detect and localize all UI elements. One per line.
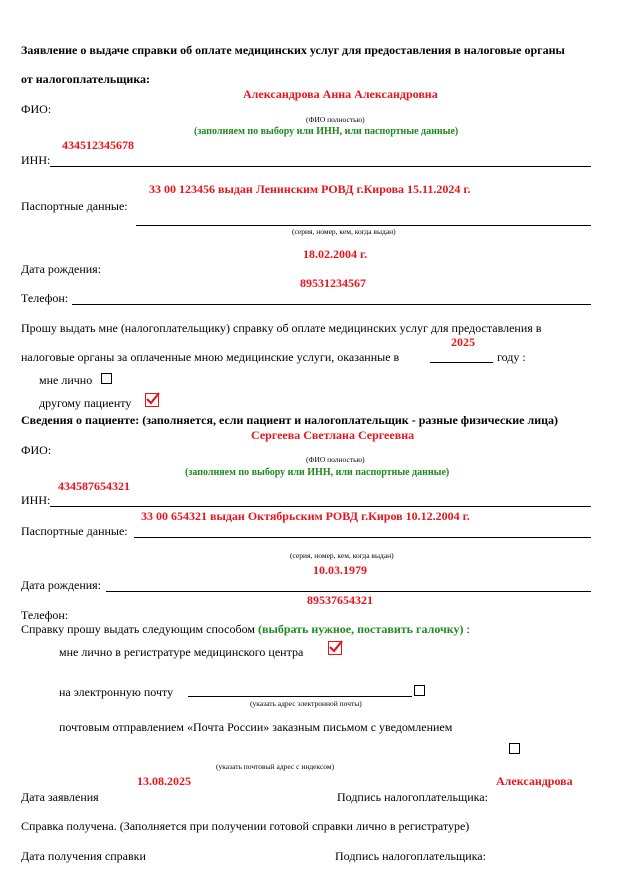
- patient-passport-hint: (серия, номер, кем, когда выдан): [290, 551, 394, 560]
- patient-birth-value[interactable]: 10.03.1979: [313, 563, 367, 577]
- taxpayer-phone-value[interactable]: 89531234567: [300, 276, 366, 290]
- patient-passport-label: Паспортные данные:: [21, 524, 128, 538]
- form-title: Заявление о выдаче справки об оплате медицинских услуг для предоставления в налоговые органы: [21, 43, 565, 57]
- patient-fio-hint: (ФИО полностью): [306, 455, 365, 464]
- delivery-registry-checkbox[interactable]: [328, 641, 342, 655]
- signature-label: Подпись налогоплательщика:: [337, 790, 488, 804]
- patient-fio-value[interactable]: Сергеева Светлана Сергеевна: [251, 428, 415, 442]
- taxpayer-fio-value[interactable]: Александрова Анна Александровна: [243, 87, 438, 101]
- patient-phone-value[interactable]: 89537654321: [307, 593, 373, 607]
- taxpayer-phone-label: Телефон:: [21, 291, 69, 305]
- taxpayer-passport-line: [136, 225, 591, 226]
- delivery-intro-colon: :: [463, 622, 470, 636]
- delivery-intro-text: Справку прошу выдать следующим способом: [21, 622, 258, 636]
- delivery-post-checkbox[interactable]: [509, 743, 520, 754]
- taxpayer-fio-hint: (ФИО полностью): [306, 115, 365, 124]
- patient-phone-label: Телефон:: [21, 608, 69, 622]
- delivery-post-label: почтовым отправлением «Почта России» заказным письмом с уведомлением: [59, 720, 453, 734]
- delivery-email-hint: (указать адрес электронной почты): [250, 699, 362, 708]
- delivery-intro-hint: (выбрать нужное, поставить галочку): [257, 622, 464, 636]
- received-note: Справка получена. (Заполняется при получении готовой справки лично в регистратуре): [21, 819, 470, 833]
- patient-choose-hint: (заполняем по выбору или ИНН, или паспортные данные): [185, 467, 450, 478]
- option-other-label: другому пациенту: [39, 396, 132, 410]
- request-line-2a: налоговые органы за оплаченные мною медицинские услуги, оказанные в: [21, 350, 400, 364]
- application-date-label: Дата заявления: [21, 790, 99, 804]
- option-self-checkbox[interactable]: [101, 373, 112, 384]
- receipt-date-label: Дата получения справки: [21, 849, 146, 863]
- delivery-email-checkbox[interactable]: [414, 685, 425, 696]
- delivery-intro: [21, 623, 470, 635]
- receipt-signature-label: Подпись налогоплательщика:: [335, 849, 486, 863]
- taxpayer-birth-value[interactable]: 18.02.2004 г.: [303, 247, 368, 261]
- delivery-email-line[interactable]: [188, 696, 412, 697]
- patient-birth-line: [106, 591, 591, 592]
- taxpayer-inn-value[interactable]: 434512345678: [62, 138, 134, 152]
- option-other-checkbox[interactable]: [145, 393, 159, 407]
- request-line-2b: году :: [497, 350, 526, 364]
- delivery-post-hint: (указать почтовый адрес с индексом): [216, 762, 335, 771]
- request-year-value[interactable]: 2025: [451, 335, 475, 349]
- request-line-1: Прошу выдать мне (налогоплательщику) справку об оплате медицинских услуг для предоставления в: [21, 321, 542, 335]
- taxpayer-fio-label: ФИО:: [21, 102, 52, 116]
- taxpayer-birth-label: Дата рождения:: [21, 262, 102, 276]
- request-year-line: [430, 362, 493, 363]
- patient-section-title: Сведения о пациенте: (заполняется, если пациент и налогоплательщик - разные физические лица): [21, 413, 559, 427]
- patient-inn-value[interactable]: 434587654321: [58, 479, 130, 493]
- taxpayer-inn-line: [50, 166, 591, 167]
- delivery-email-label: на электронную почту: [59, 685, 174, 699]
- application-date-value[interactable]: 13.08.2025: [137, 774, 191, 788]
- taxpayer-choose-hint: (заполняем по выбору или ИНН, или паспортные данные): [194, 126, 459, 137]
- patient-passport-line: [134, 537, 591, 538]
- taxpayer-phone-line: [72, 304, 591, 305]
- checkmark-icon: [328, 639, 344, 655]
- patient-inn-label: ИНН:: [21, 493, 51, 507]
- checkmark-icon: [145, 391, 161, 407]
- patient-fio-label: ФИО:: [21, 443, 52, 457]
- signature-value[interactable]: Александрова: [496, 774, 573, 788]
- delivery-registry-label: мне лично в регистратуре медицинского центра: [59, 645, 304, 659]
- taxpayer-passport-value[interactable]: 33 00 123456 выдан Ленинским РОВД г.Кирова 15.11.2024 г.: [149, 182, 471, 196]
- form-title-from: от налогоплательщика:: [21, 72, 151, 86]
- patient-passport-value[interactable]: 33 00 654321 выдан Октябрьским РОВД г.Киров 10.12.2004 г.: [141, 509, 470, 523]
- patient-inn-line: [50, 506, 591, 507]
- patient-birth-label: Дата рождения:: [21, 578, 102, 592]
- option-self-label: мне лично: [39, 373, 93, 387]
- taxpayer-passport-label: Паспортные данные:: [21, 199, 128, 213]
- taxpayer-inn-label: ИНН:: [21, 153, 51, 167]
- taxpayer-passport-hint: (серия, номер, кем, когда выдан): [292, 227, 396, 236]
